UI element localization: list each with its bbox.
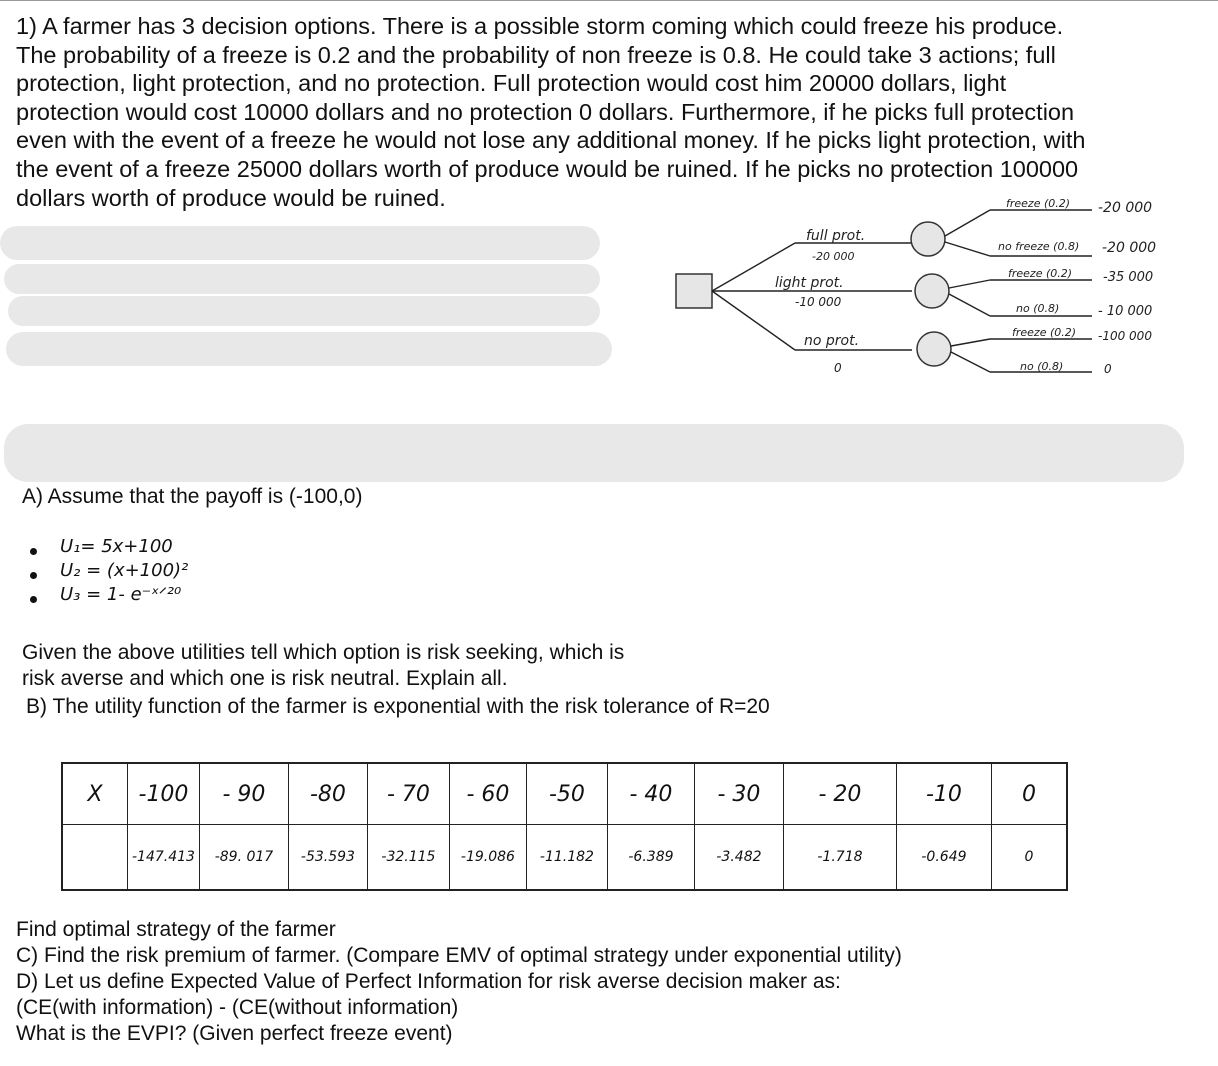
outcome-payoff: -20 000 — [1102, 240, 1157, 256]
outcome-label: freeze (0.2) — [1012, 326, 1077, 339]
u-cell: -11.182 — [526, 825, 607, 891]
utility-table — [61, 762, 1068, 891]
x-cell: - 60 — [449, 763, 526, 825]
problem-line: even with the event of a freeze he would not lose any additional money. If he picks light protection, with — [16, 127, 1086, 154]
erased-region — [4, 424, 1184, 482]
x-cell: - 40 — [607, 763, 694, 825]
outcome-label: no (0.8) — [1020, 360, 1064, 373]
u-cell: -19.086 — [449, 825, 526, 891]
branch-label: full prot. — [806, 228, 866, 244]
chance-node — [911, 222, 945, 256]
problem-line: dollars worth of produce would be ruined. — [16, 184, 446, 211]
problem-line: 1) A farmer has 3 decision options. There is a possible storm coming which could freeze his produce. — [16, 13, 1064, 39]
bullet — [30, 596, 37, 603]
part-a-question — [22, 640, 624, 692]
utility-3: U₃ = 1- e⁻ˣᐟ²⁰ — [60, 584, 182, 605]
utility-1: U₁= 5x+100 — [60, 536, 173, 557]
question-line: What is the EVPI? (Given perfect freeze event) — [16, 1022, 453, 1045]
u-cell: -0.649 — [896, 825, 991, 891]
outcome-label: freeze (0.2) — [1006, 197, 1071, 210]
part-b-heading: B) The utility function of the farmer is exponential with the risk tolerance of R=20 — [26, 695, 770, 718]
x-cell: -80 — [288, 763, 367, 825]
u-row — [62, 825, 1067, 891]
u-cell: -32.115 — [367, 825, 449, 891]
branch-cost: 0 — [834, 361, 842, 375]
branch-label: light prot. — [775, 275, 844, 291]
outcome-payoff: -100 000 — [1098, 329, 1152, 343]
x-cell: -100 — [128, 763, 200, 825]
decision-tree — [0, 0, 1218, 400]
x-cell: -50 — [526, 763, 607, 825]
x-cell: - 20 — [783, 763, 896, 825]
outcome-payoff: -35 000 — [1103, 270, 1154, 285]
branch-cost: -10 000 — [795, 295, 842, 309]
branch-cost: -20 000 — [812, 250, 855, 263]
part-a-heading: A) Assume that the payoff is (-100,0) — [22, 485, 363, 508]
outcome-payoff: 0 — [1104, 362, 1112, 376]
question-line: risk averse and which one is risk neutral. Explain all. — [22, 667, 508, 690]
x-label: X — [62, 763, 128, 825]
u-label — [62, 825, 128, 891]
problem-line: protection would cost 10000 dollars and no protection 0 dollars. Furthermore, if he picks full protection — [16, 98, 1075, 125]
branch-label: no prot. — [804, 333, 860, 349]
x-cell: - 90 — [199, 763, 288, 825]
question-line: D) Let us define Expected Value of Perfect Information for risk averse decision maker as: — [16, 970, 841, 993]
chance-node — [917, 332, 951, 366]
outcome-label: no freeze (0.8) — [998, 240, 1080, 253]
outcome-label: freeze (0.2) — [1008, 267, 1073, 280]
decision-node — [676, 274, 712, 308]
x-cell: - 30 — [694, 763, 783, 825]
x-cell: -10 — [896, 763, 991, 825]
chance-node — [915, 274, 949, 308]
u-cell: -53.593 — [288, 825, 367, 891]
bullet — [30, 572, 37, 579]
u-cell: -3.482 — [694, 825, 783, 891]
outcome-payoff: - 10 000 — [1098, 304, 1153, 319]
question-line: (CE(with information) - (CE(without information) — [16, 996, 459, 1019]
x-row — [62, 763, 1067, 825]
problem-line: protection, light protection, and no protection. Full protection would cost him 20000 dollars, light — [16, 70, 1007, 97]
u-cell: -89. 017 — [199, 825, 288, 891]
x-cell: - 70 — [367, 763, 449, 825]
question-line: Given the above utilities tell which option is risk seeking, which is — [22, 641, 625, 664]
question-line: C) Find the risk premium of farmer. (Compare EMV of optimal strategy under exponential utility) — [16, 944, 902, 967]
utility-2: U₂ = (x+100)² — [60, 560, 189, 581]
u-cell: -147.413 — [128, 825, 200, 891]
problem-line: the event of a freeze 25000 dollars worth of produce would be ruined. If he picks no protection 100000 — [16, 155, 1079, 182]
u-cell: -1.718 — [783, 825, 896, 891]
question-line: Find optimal strategy of the farmer — [16, 918, 336, 941]
x-cell: 0 — [991, 763, 1067, 825]
u-cell: -6.389 — [607, 825, 694, 891]
bullet — [30, 548, 37, 555]
remaining-questions — [16, 917, 902, 1047]
outcome-label: no (0.8) — [1016, 302, 1060, 315]
outcome-payoff: -20 000 — [1098, 200, 1153, 216]
problem-line: The probability of a freeze is 0.2 and the probability of non freeze is 0.8. He could take 3 actions; full — [16, 41, 1056, 68]
u-cell: 0 — [991, 825, 1067, 891]
